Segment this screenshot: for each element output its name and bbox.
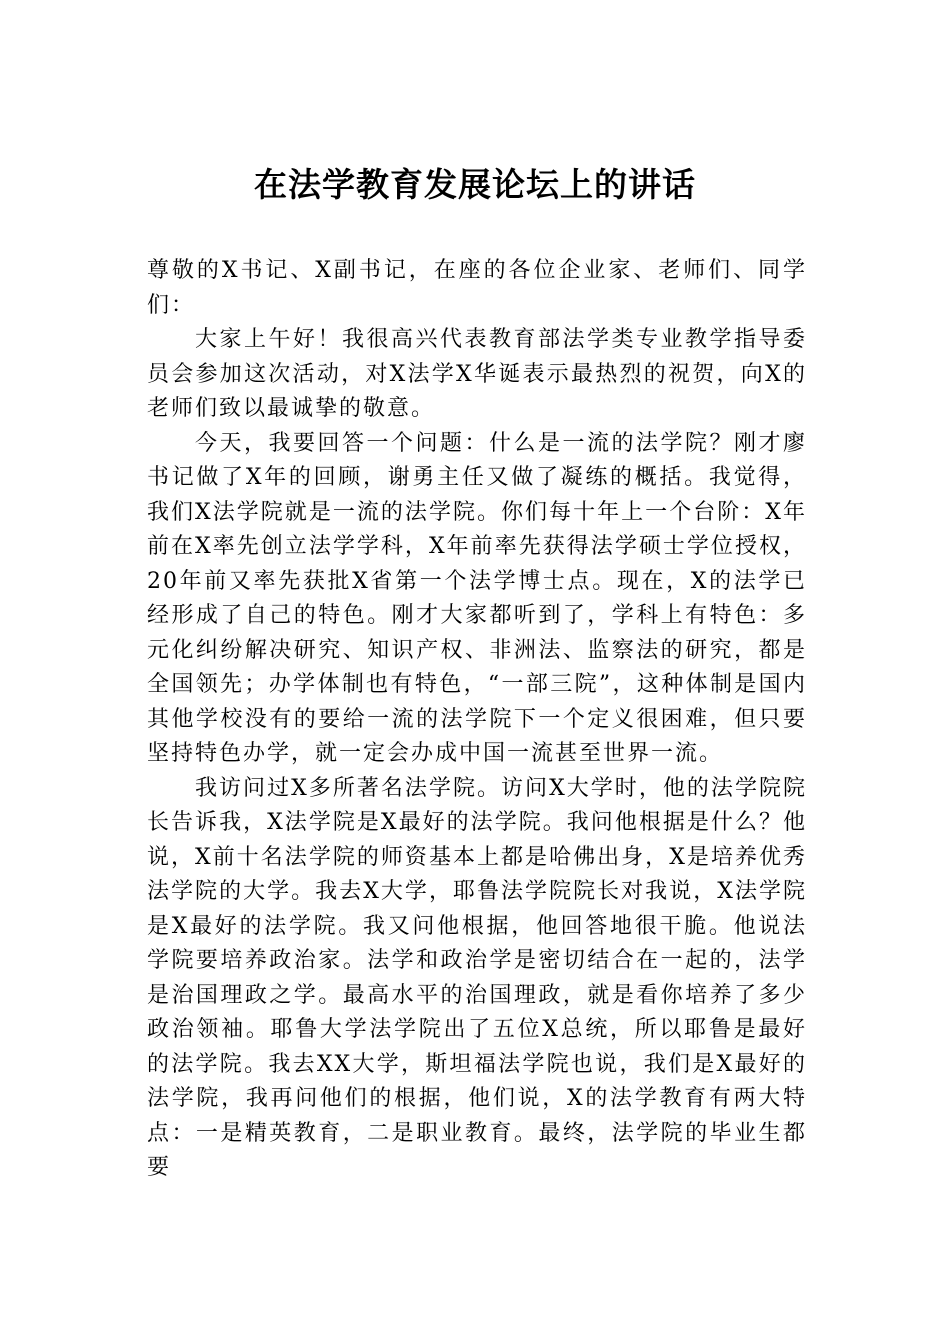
document-body (147, 254, 807, 1186)
body-paragraph: 今天，我要回答一个问题：什么是一流的法学院？刚才廖书记做了X年的回顾，谢勇主任又做了凝练的概括。我觉得，我们X法学院就是一流的法学院。你们每十年上一个台阶：X年前在X率先创立法学学科，X年前率先获得法学硕士学位授权，20年前又率先获批X省第一个法学博士点。现在，X的法学已经形成了自己的特色。刚才大家都听到了，学科上有特色：多元化纠纷解决研究、知识产权、非洲法、监察法的研究，都是全国领先；办学体制也有特色，“一部三院”，这种体制是国内其他学校没有的要给一流的法学院下一个定义很困难，但只要坚持特色办学，就一定会办成中国一流甚至世界一流。 (147, 430, 807, 766)
salutation-paragraph: 尊敬的X书记、X副书记，在座的各位企业家、老师们、同学们： (147, 258, 807, 318)
document-title: 在法学教育发展论坛上的讲话 (254, 165, 696, 204)
body-paragraph: 我访问过X多所著名法学院。访问X大学时，他的法学院院长告诉我，X法学院是X最好的法学院。我问他根据是什么？他说，X前十名法学院的师资基本上都是哈佛出身，X是培养优秀法学院的大学。我去X大学，耶鲁法学院院长对我说，X法学院是X最好的法学院。我又问他根据，他回答地很干脆。他说法学院要培养政治家。法学和政治学是密切结合在一起的，法学是治国理政之学。最高水平的治国理政，就是看你培养了多少政治领袖。耶鲁大学法学院出了五位X总统，所以耶鲁是最好的法学院。我去XX大学，斯坦福法学院也说，我们是X最好的法学院，我再问他们的根据，他们说，X的法学教育有两大特点：一是精英教育，二是职业教育。最终，法学院的毕业生都要 (147, 775, 807, 1180)
body-paragraph: 大家上午好！我很高兴代表教育部法学类专业教学指导委员会参加这次活动，对X法学X华诞表示最热烈的祝贺，向X的老师们致以最诚挚的敬意。 (147, 327, 807, 421)
